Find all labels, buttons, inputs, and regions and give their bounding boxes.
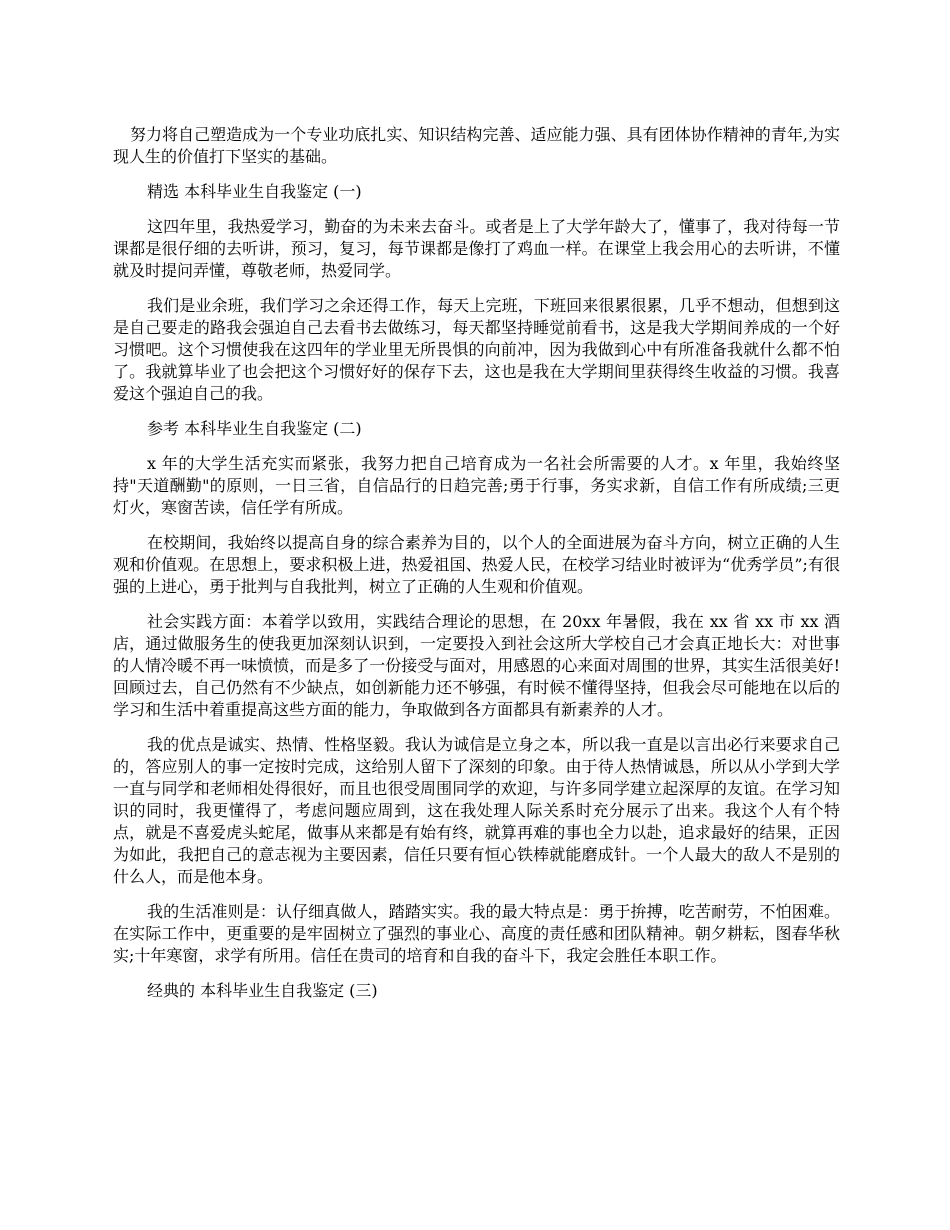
section-1-paragraph-2: 我们是业余班，我们学习之余还得工作，每天上完班，下班回来很累很累，几乎不想动，但想到这是自己要走的路我会强迫自己去看书去做练习，每天都坚持睡觉前看书，这是我大学期间养成的一个好习惯吧。这个习惯使我在这四年的学业里无所畏惧的向前冲，因为我做到心中有所准备我就什么都不怕了。我就算毕业了也会把这个习惯好好的保存下去，这也是我在大学期间里获得终生收益的习惯。我喜爱这个强迫自己的我。 bbox=[113, 296, 840, 403]
section-2-paragraph-5: 我的生活准则是：认仔细真做人，踏踏实实。我的最大特点是：勇于拚搏，吃苦耐劳，不怕困难。在实际工作中，更重要的是牢固树立了强烈的事业心、高度的责任感和团队精神。朝夕耕耘，图春华秋实;十年寒窗，求学有所用。信任在贵司的培育和自我的奋斗下，我定会胜任本职工作。 bbox=[113, 902, 840, 965]
section-2-paragraph-1: x 年的大学生活充实而紧张，我努力把自己培育成为一名社会所需要的人才。x 年里，我始终坚持"天道酬勤"的原则，一日三省，自信品行的日趋完善;勇于行事，务实求新，自信工作有所成绩;三更灯火，寒窗苦读，信任学有所成。 bbox=[113, 454, 840, 517]
section-2-paragraph-4: 我的优点是诚实、热情、性格坚毅。我认为诚信是立身之本，所以我一直是以言出必行来要求自己的，答应别人的事一定按时完成，这给别人留下了深刻的印象。由于待人热情诚恳，所以从小学到大学一直与同学和老师相处得很好，而且也很受周围同学的欢迎，与许多同学建立起深厚的友谊。在学习知识的同时，我更懂得了，考虑问题应周到，这在我处理人际关系时充分展示了出来。我这个人有个特点，就是不喜爱虎头蛇尾，做事从来都是有始有终，就算再难的事也全力以赴，追求最好的结果，正因为如此，我把自己的意志视为主要因素，信任只要有恒心铁棒就能磨成针。一个人最大的敌人不是别的什么人，而是他本身。 bbox=[113, 735, 840, 886]
intro-paragraph: 努力将自己塑造成为一个专业功底扎实、知识结构完善、适应能力强、具有团体协作精神的青年,为实现人生的价值打下坚实的基础。 bbox=[113, 125, 840, 166]
section-1-heading: 精选 本科毕业生自我鉴定 (一) bbox=[147, 182, 362, 201]
section-2-paragraph-2: 在校期间，我始终以提高自身的综合素养为目的，以个人的全面进展为奋斗方向，树立正确的人生观和价值观。在思想上，要求积极上进，热爱祖国、热爱人民，在校学习结业时被评为“优秀学员”;有很强的上进心，勇于批判与自我批判，树立了正确的人生观和价值观。 bbox=[113, 533, 840, 596]
section-3-heading: 经典的 本科毕业生自我鉴定 (三) bbox=[147, 981, 378, 1000]
section-1-paragraph-1: 这四年里，我热爱学习，勤奋的为未来去奋斗。或者是上了大学年龄大了，懂事了，我对待每一节课都是很仔细的去听讲，预习，复习，每节课都是像打了鸡血一样。在课堂上我会用心的去听讲，不懂就及时提问弄懂，尊敬老师，热爱同学。 bbox=[113, 217, 840, 280]
document-page bbox=[113, 124, 840, 1015]
section-2-paragraph-3: 社会实践方面：本着学以致用，实践结合理论的思想，在 20xx 年暑假，我在 xx 省 xx 市 xx 酒店，通过做服务生的使我更加深刻认识到，一定要投入到社会这所大学校自己才会真正地长大：对世事的人情冷暖不再一味愤愤，而是多了一份接受与面对，用感恩的心来面对周围的世界，其实生活很美好!回顾过去，自己仍然有不少缺点，如创新能力还不够强，有时候不懂得坚持，但我会尽可能地在以后的学习和生活中着重提高这些方面的能力，争取做到各方面都具有新素养的人才。 bbox=[113, 612, 840, 719]
section-2-heading: 参考 本科毕业生自我鉴定 (二) bbox=[147, 419, 362, 438]
